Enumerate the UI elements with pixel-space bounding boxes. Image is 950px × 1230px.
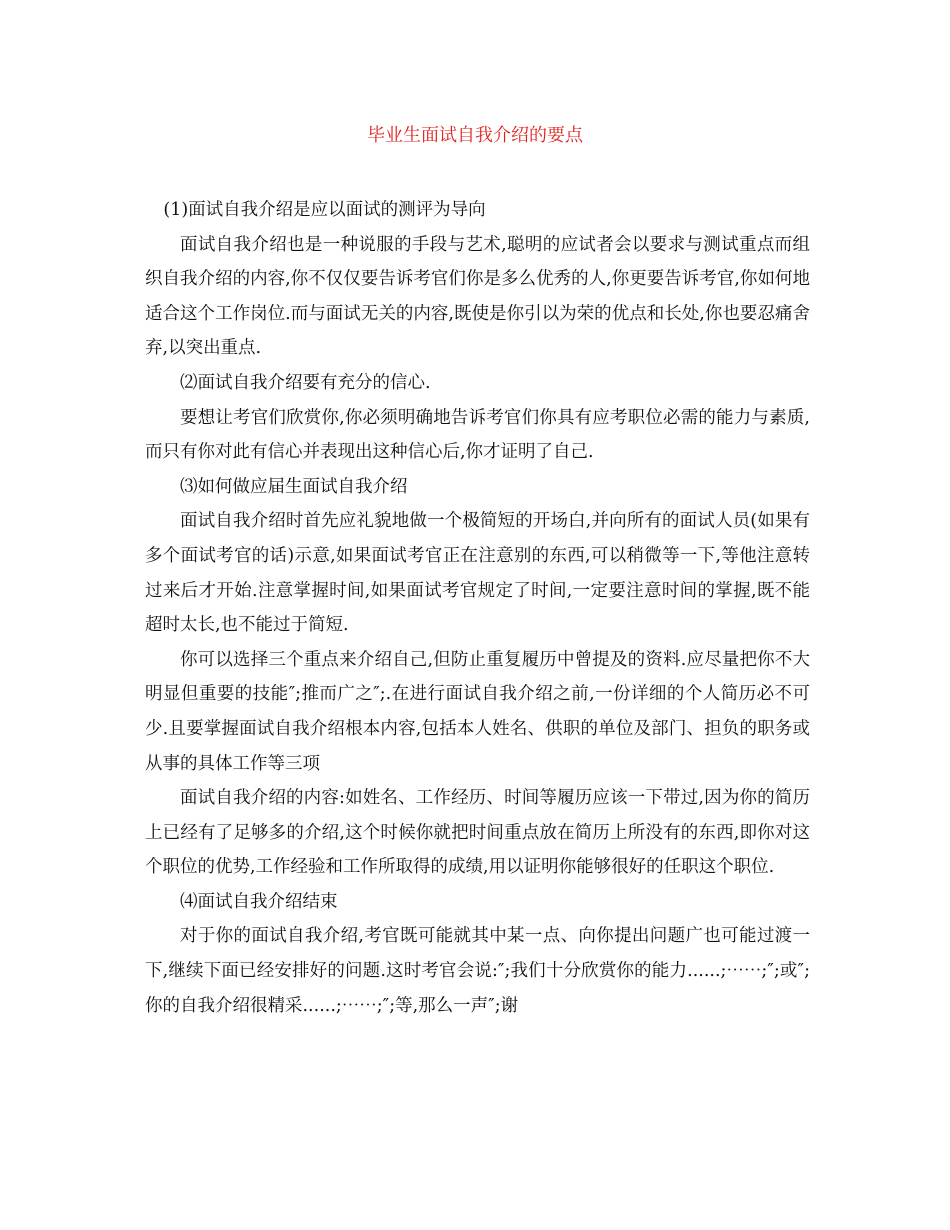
paragraph: 面试自我介绍时首先应礼貌地做一个极简短的开场白,并向所有的面试人员(如果有多个面试考官的话)示意,如果面试考官正在注意别的东西,可以稍微等一下,等他注意转过来后才开始.注意掌握时间,如果面试考官规定了时间,一定要注意时间的掌握,既不能超时太长,也不能过于简短.	[145, 511, 810, 636]
section-heading-2: ⑵面试自我介绍要有充分的信心.	[180, 372, 431, 393]
paragraph: 对于你的面试自我介绍,考官既可能就其中某一点、向你提出问题广也可能过渡一下,继续下面已经安排好的问题.这时考官会说:″;我们十分欣赏你的能力......;⋯⋯;″;或″;你的自我介绍很精采......;⋯⋯;″;等,那么一声″;谢	[145, 926, 810, 1016]
document-body	[145, 193, 810, 1023]
paragraph: 你可以选择三个重点来介绍自己,但防止重复履历中曾提及的资料.应尽量把你不大明显但重要的技能″;推而广之″;.在进行面试自我介绍之前,一份详细的个人简历必不可少.且要掌握面试自我介绍根本内容,包括本人姓名、供职的单位及部门、担负的职务或从事的具体工作等三项	[145, 649, 810, 774]
document-title: 毕业生面试自我介绍的要点	[367, 125, 583, 146]
paragraph: 面试自我介绍的内容:如姓名、工作经历、时间等履历应该一下带过,因为你的简历上已经有了足够多的介绍,这个时候你就把时间重点放在简历上所没有的东西,即你对这个职位的优势,工作经验和工作所取得的成绩,用以证明你能够很好的任职这个职位.	[145, 788, 810, 878]
section-heading-3: ⑶如何做应届生面试自我介绍	[180, 476, 408, 497]
paragraph: 面试自我介绍也是一种说服的手段与艺术,聪明的应试者会以要求与测试重点而组织自我介绍的内容,你不仅仅要告诉考官们你是多么优秀的人,你更要告诉考官,你如何地适合这个工作岗位.而与面试无关的内容,既使是你引以为荣的优点和长处,你也要忍痛舍弃,以突出重点.	[145, 234, 810, 359]
section-heading-4: ⑷面试自我介绍结束	[180, 891, 338, 912]
paragraph: 要想让考官们欣赏你,你必须明确地告诉考官们你具有应考职位必需的能力与素质,而只有你对此有信心并表现出这种信心后,你才证明了自己.	[145, 407, 810, 463]
section-heading-1: (1)面试自我介绍是应以面试的测评为导向	[163, 200, 486, 220]
